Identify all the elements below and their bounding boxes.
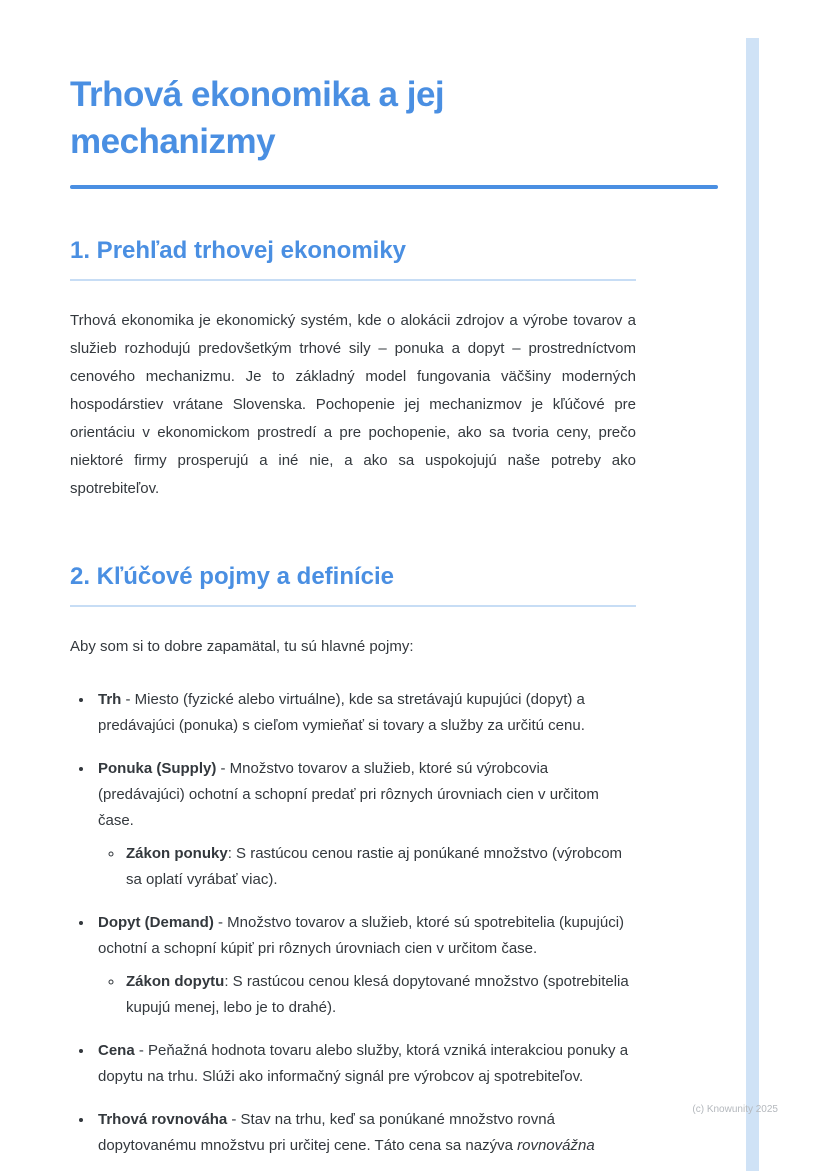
list-item-cena [94, 1038, 636, 1090]
term-definition: - Množstvo tovarov a služieb, ktoré sú spotrebitelia (kupujúci) ochotní a schopní kúpiť pri rôznych úrovniach cien v určitom čase. [98, 914, 625, 958]
term-name: Ponuka (Supply) [98, 760, 217, 778]
terms-list [70, 687, 636, 1159]
sub-list [98, 969, 636, 1021]
right-accent-stripe [746, 38, 759, 1171]
document-content [70, 0, 636, 1176]
term-definition-italic: rovnovážna [517, 1137, 595, 1155]
term-name: Cena [98, 1042, 135, 1060]
term-name: Trhová rovnováha [98, 1111, 228, 1129]
list-item-dopyt [94, 910, 636, 1021]
sub-list-item-zakon-dopytu [124, 969, 636, 1021]
sub-list [98, 841, 636, 893]
term-definition: - Peňažná hodnota tovaru alebo služby, ktorá vzniká interakciou ponuky a dopytu na trhu. Slúži ako informačný signál pre výrobcov aj spotrebiteľov. [98, 1042, 629, 1086]
section-1-paragraph: Trhová ekonomika je ekonomický systém, kde o alokácii zdrojov a výrobe tovarov a služieb rozhodujú predovšetkým trhové sily – ponuka a dopyt – prostredníctvom cenového mechanizmu. Je to základný model fungovania väčšiny moderných hospodárstiev vrátane Slovenska. Pochopenie jej mechanizmov je kľúčové pre orientáciu v ekonomickom prostredí a pre pochopenie, ako sa tvoria ceny, prečo niektoré firmy prosperujú a iné nie, a ako sa uspokojujú naše potreby ako spotrebiteľov. [70, 312, 636, 498]
list-item-trh [94, 687, 636, 739]
list-item-trhova-rovnovaha [94, 1107, 636, 1159]
term-definition: - Množstvo tovarov a služieb, ktoré sú výrobcovia (predávajúci) ochotní a schopní predať pri rôznych úrovniach cien v určitom čase. [98, 760, 599, 830]
section-2-intro: Aby som si to dobre zapamätal, tu sú hlavné pojmy: [70, 638, 414, 656]
title-divider [70, 185, 718, 189]
list-item-ponuka [94, 756, 636, 893]
copyright-footer: (c) Knowunity 2025 [692, 1104, 778, 1115]
term-definition: - Miesto (fyzické alebo virtuálne), kde sa stretávajú kupujúci (dopyt) a predávajúci (ponuka) s cieľom vymieňať si tovary a služby za určitú cenu. [98, 691, 585, 735]
sub-list-item-zakon-ponuky [124, 841, 636, 893]
term-definition: - Stav na trhu, keď sa ponúkané množstvo rovná dopytovanému množstvu pri určitej cene. Táto cena sa nazýva [98, 1111, 555, 1155]
sub-term-definition: : S rastúcou cenou klesá dopytované množstvo (spotrebitelia kupujú menej, lebo je to drahé). [126, 973, 629, 1017]
term-name: Dopyt (Demand) [98, 914, 214, 932]
sub-term-name: Zákon ponuky [126, 845, 228, 863]
term-name: Trh [98, 691, 122, 709]
sub-term-name: Zákon dopytu [126, 973, 225, 991]
sub-term-definition: : S rastúcou cenou rastie aj ponúkané množstvo (výrobcom sa oplatí vyrábať viac). [126, 845, 623, 889]
section-2-heading: 2. Kľúčové pojmy a definície [70, 563, 636, 607]
section-1-heading: 1. Prehľad trhovej ekonomiky [70, 237, 636, 281]
document-title: Trhová ekonomika a jej mechanizmy [70, 75, 445, 161]
